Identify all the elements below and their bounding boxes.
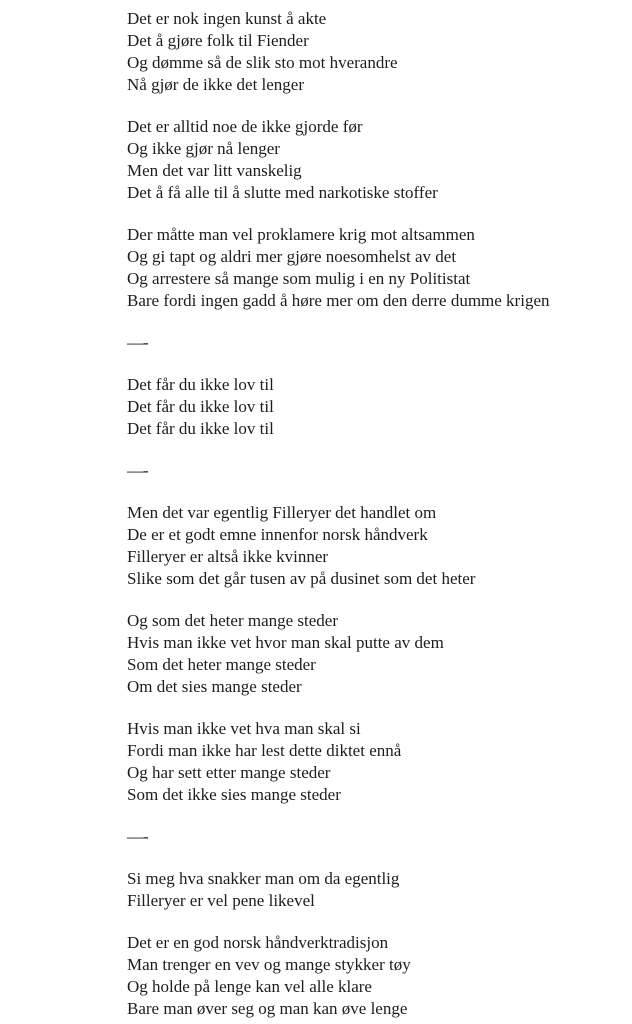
poem-line: Bare fordi ingen gadd å høre mer om den derre dumme krigen — [127, 291, 550, 310]
poem-line: Og arrestere så mange som mulig i en ny Politistat — [127, 269, 471, 288]
poem-stanza — [127, 932, 612, 1020]
poem-line: Som det ikke sies mange steder — [127, 785, 341, 804]
poem-line: Slike som det går tusen av på dusinet som det heter — [127, 569, 476, 588]
poem-line: De er et godt emne innenfor norsk håndverk — [127, 525, 428, 544]
stanza-separator-dash: —- — [127, 461, 148, 480]
poem-stanza — [127, 224, 612, 312]
stanza-separator-dash: —- — [127, 827, 148, 846]
poem-line: Om det sies mange steder — [127, 677, 302, 696]
poem-line: Det får du ikke lov til — [127, 375, 274, 394]
poem-line: Som det heter mange steder — [127, 655, 316, 674]
poem-line: Bare man øver seg og man kan øve lenge — [127, 999, 408, 1018]
poem-line: Og holde på lenge kan vel alle klare — [127, 977, 372, 996]
poem-line: Og har sett etter mange steder — [127, 763, 331, 782]
poem-line: Det er en god norsk håndverktradisjon — [127, 933, 389, 952]
poem-line: Og ikke gjør nå lenger — [127, 139, 280, 158]
poem-line: Det er alltid noe de ikke gjorde før — [127, 117, 363, 136]
poem-line: Hvis man ikke vet hva man skal si — [127, 719, 361, 738]
poem-line: Det får du ikke lov til — [127, 397, 274, 416]
poem-stanza — [127, 116, 612, 204]
poem-stanza — [127, 610, 612, 698]
poem-line: Men det var egentlig Filleryer det handlet om — [127, 503, 437, 522]
poem-body — [127, 8, 612, 1020]
poem-line: Og dømme så de slik sto mot hverandre — [127, 53, 398, 72]
poem-line: Det å gjøre folk til Fiender — [127, 31, 309, 50]
poem-line: Nå gjør de ikke det lenger — [127, 75, 305, 94]
poem-line: Filleryer er altså ikke kvinner — [127, 547, 329, 566]
stanza-separator-dash: —- — [127, 333, 148, 352]
poem-line: Man trenger en vev og mange stykker tøy — [127, 955, 411, 974]
poem-line: Det å få alle til å slutte med narkotiske stoffer — [127, 183, 438, 202]
poem-line: Hvis man ikke vet hvor man skal putte av dem — [127, 633, 444, 652]
poem-line: Og gi tapt og aldri mer gjøre noesomhelst av det — [127, 247, 457, 266]
poem-line: Fordi man ikke har lest dette diktet ennå — [127, 741, 402, 760]
poem-line: Men det var litt vanskelig — [127, 161, 302, 180]
poem-stanza — [127, 502, 612, 590]
poem-line: Der måtte man vel proklamere krig mot altsammen — [127, 225, 475, 244]
poem-line: Filleryer er vel pene likevel — [127, 891, 315, 910]
poem-stanza — [127, 8, 612, 96]
poem-stanza — [127, 718, 612, 806]
poem-line: Det er nok ingen kunst å akte — [127, 9, 327, 28]
poem-line: Det får du ikke lov til — [127, 419, 274, 438]
poem-stanza — [127, 868, 612, 912]
poem-stanza — [127, 374, 612, 440]
poem-line: Og som det heter mange steder — [127, 611, 339, 630]
poem-line: Si meg hva snakker man om da egentlig — [127, 869, 400, 888]
